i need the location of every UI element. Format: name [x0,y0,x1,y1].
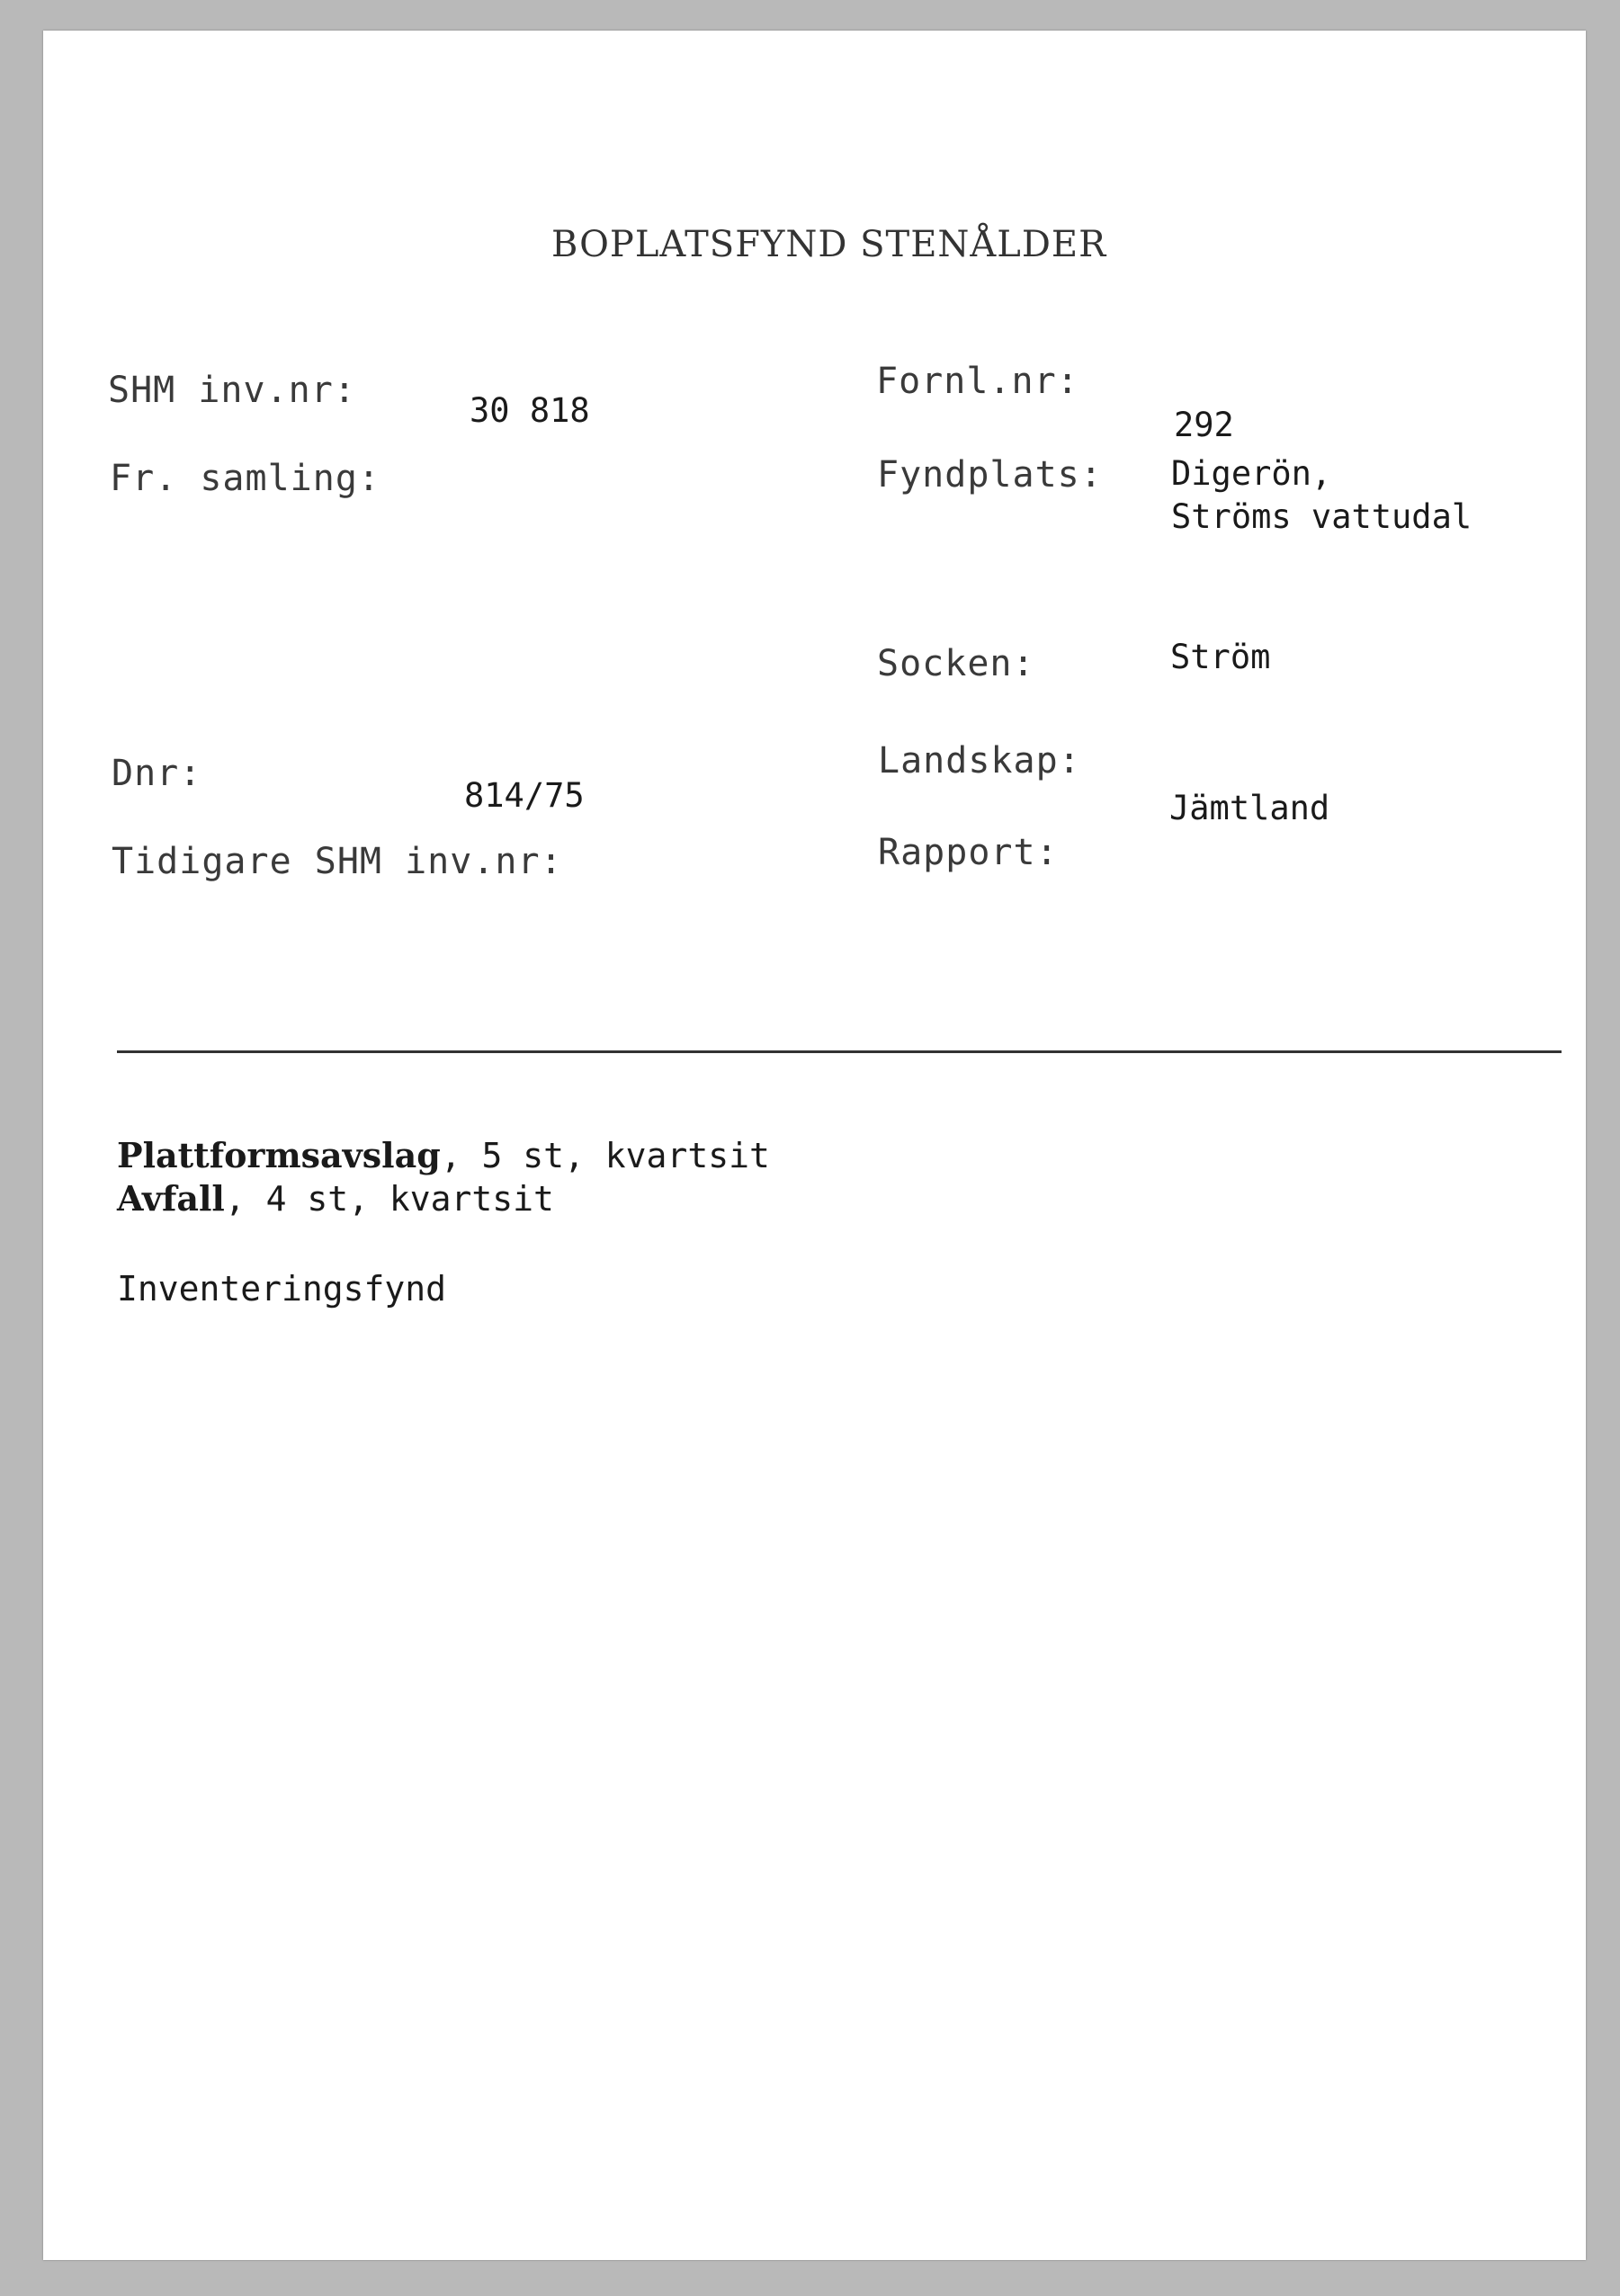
rapport-label: Rapport: [878,832,1059,873]
catalog-card [43,31,1586,2260]
finding-line-1 [117,1135,770,1175]
fornl-label: Fornl.nr: [876,361,1079,402]
finding-1-details: , 5 st, kvartsit [440,1136,770,1175]
finding-2-name: Avfall [117,1178,225,1219]
finding-2-details: , 4 st, kvartsit [224,1179,554,1219]
finding-line-2 [117,1178,554,1219]
fyndplats-label: Fyndplats: [877,454,1103,496]
socken-label: Socken: [877,643,1035,684]
socken-value: Ström [1170,638,1271,676]
landskap-value: Jämtland [1169,789,1330,827]
dnr-value: 814/75 [464,776,585,815]
shm-inv-value: 30 818 [470,391,590,430]
fyndplats-value-line1: Digerön, [1171,454,1332,493]
fornl-value: 292 [1174,406,1234,444]
finding-note: Inventeringsfynd [117,1269,447,1309]
finding-1-name: Plattformsavslag [117,1135,441,1175]
shm-inv-label: SHM inv.nr: [108,370,356,411]
dnr-label: Dnr: [112,753,202,794]
fyndplats-value-line2: Ströms vattudal [1171,497,1472,536]
landskap-label: Landskap: [878,740,1081,782]
divider-line [117,1050,1562,1053]
card-title: BOPLATSFYND STENÅLDER [551,224,1107,265]
tidigare-shm-label: Tidigare SHM inv.nr: [112,841,563,882]
fr-samling-label: Fr. samling: [110,458,380,499]
